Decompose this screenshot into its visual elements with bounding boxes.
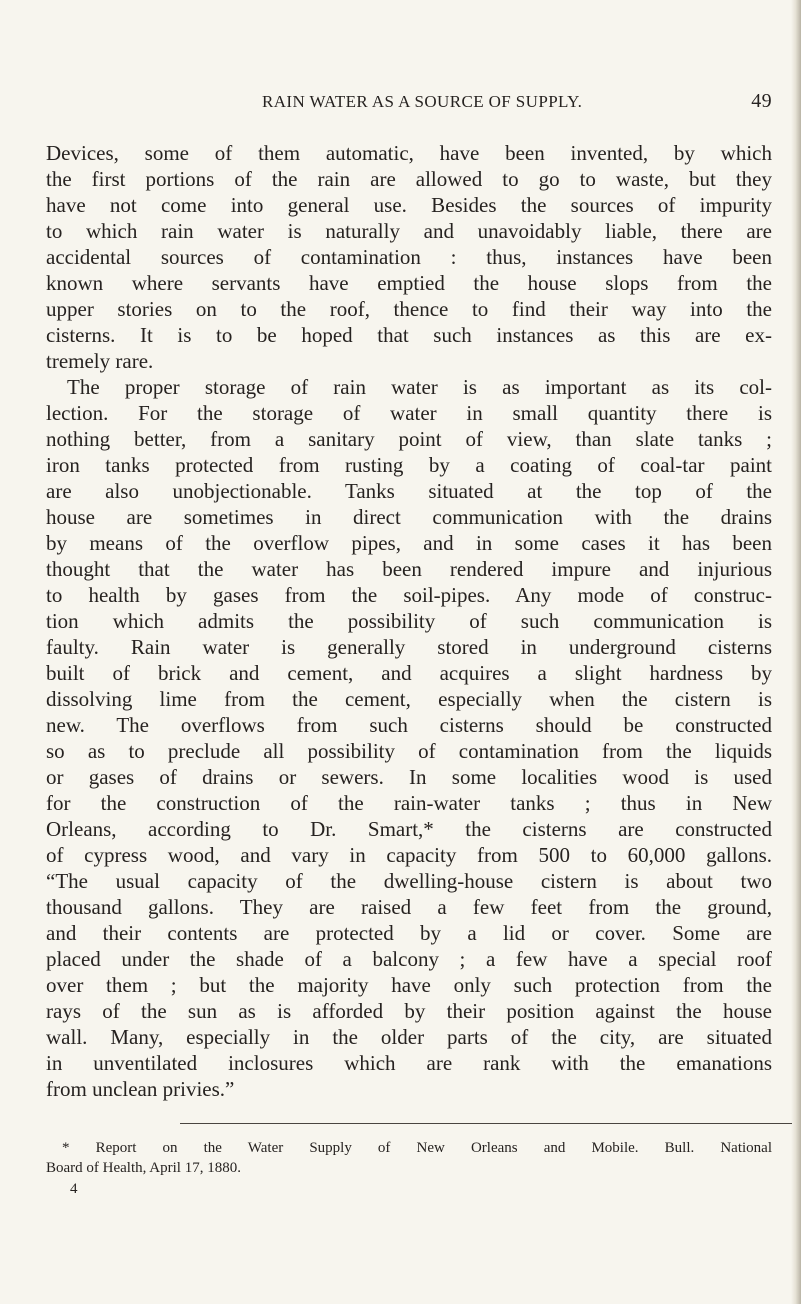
text-line: upper stories on to the roof, thence to find their way into the (46, 297, 772, 321)
text-line: so as to preclude all possibility of contamination from the liquids (46, 739, 772, 763)
text-line: built of brick and cement, and acquires a slight hardness by (46, 661, 772, 685)
text-line: placed under the shade of a balcony ; a few have a special roof (46, 947, 772, 971)
text-line: or gases of drains or sewers. In some localities wood is used (46, 765, 772, 789)
text-line: iron tanks protected from rusting by a coating of coal-tar paint (46, 453, 772, 477)
page-number: 49 (751, 90, 772, 112)
text-line: lection. For the storage of water in small quantity there is (46, 401, 772, 425)
footnote-line: * Report on the Water Supply of New Orleans and Mobile. Bull. National (62, 1140, 772, 1156)
text-line: to health by gases from the soil-pipes. Any mode of construc- (46, 583, 772, 607)
running-header (262, 86, 772, 116)
signature-mark: 4 (70, 1181, 78, 1197)
text-line: nothing better, from a sanitary point of view, than slate tanks ; (46, 427, 772, 451)
footnote-line: Board of Health, April 17, 1880. (46, 1160, 241, 1176)
text-line: The proper storage of rain water is as important as its col- (67, 375, 772, 399)
text-line: Orleans, according to Dr. Smart,* the cisterns are constructed (46, 817, 772, 841)
body-text (46, 140, 772, 1102)
text-line: over them ; but the majority have only such protection from the (46, 973, 772, 997)
text-line: new. The overflows from such cisterns should be constructed (46, 713, 772, 737)
text-line: are also unobjectionable. Tanks situated at the top of the (46, 479, 772, 503)
text-line: accidental sources of contamination : thus, instances have been (46, 245, 772, 269)
text-line: for the construction of the rain-water tanks ; thus in New (46, 791, 772, 815)
text-line: the first portions of the rain are allowed to go to waste, but they (46, 167, 772, 191)
footnote (46, 1138, 772, 1178)
running-title: RAIN WATER AS A SOURCE OF SUPPLY. (262, 92, 583, 111)
text-line: dissolving lime from the cement, especially when the cistern is (46, 687, 772, 711)
text-line: from unclean privies.” (46, 1077, 235, 1101)
text-line: faulty. Rain water is generally stored in underground cisterns (46, 635, 772, 659)
text-line: by means of the overflow pipes, and in some cases it has been (46, 531, 772, 555)
text-line: cisterns. It is to be hoped that such instances as this are ex- (46, 323, 772, 347)
text-line: of cypress wood, and vary in capacity from 500 to 60,000 gallons. (46, 843, 772, 867)
text-line: known where servants have emptied the house slops from the (46, 271, 772, 295)
text-line: have not come into general use. Besides the sources of impurity (46, 193, 772, 217)
text-line: in unventilated inclosures which are rank with the emanations (46, 1051, 772, 1075)
text-line: “The usual capacity of the dwelling-house cistern is about two (46, 869, 772, 893)
text-line: and their contents are protected by a lid or cover. Some are (46, 921, 772, 945)
text-line: Devices, some of them automatic, have been invented, by which (46, 141, 772, 165)
text-line: rays of the sun as is afforded by their position against the house (46, 999, 772, 1023)
text-line: wall. Many, especially in the older parts of the city, are situated (46, 1025, 772, 1049)
text-line: thousand gallons. They are raised a few feet from the ground, (46, 895, 772, 919)
text-line: thought that the water has been rendered impure and injurious (46, 557, 772, 581)
text-line: to which rain water is naturally and unavoidably liable, there are (46, 219, 772, 243)
text-line: house are sometimes in direct communication with the drains (46, 505, 772, 529)
footnote-divider (180, 1123, 792, 1124)
page-edge-shadow (791, 0, 801, 1304)
text-line: tion which admits the possibility of such communication is (46, 609, 772, 633)
text-line: tremely rare. (46, 349, 154, 373)
